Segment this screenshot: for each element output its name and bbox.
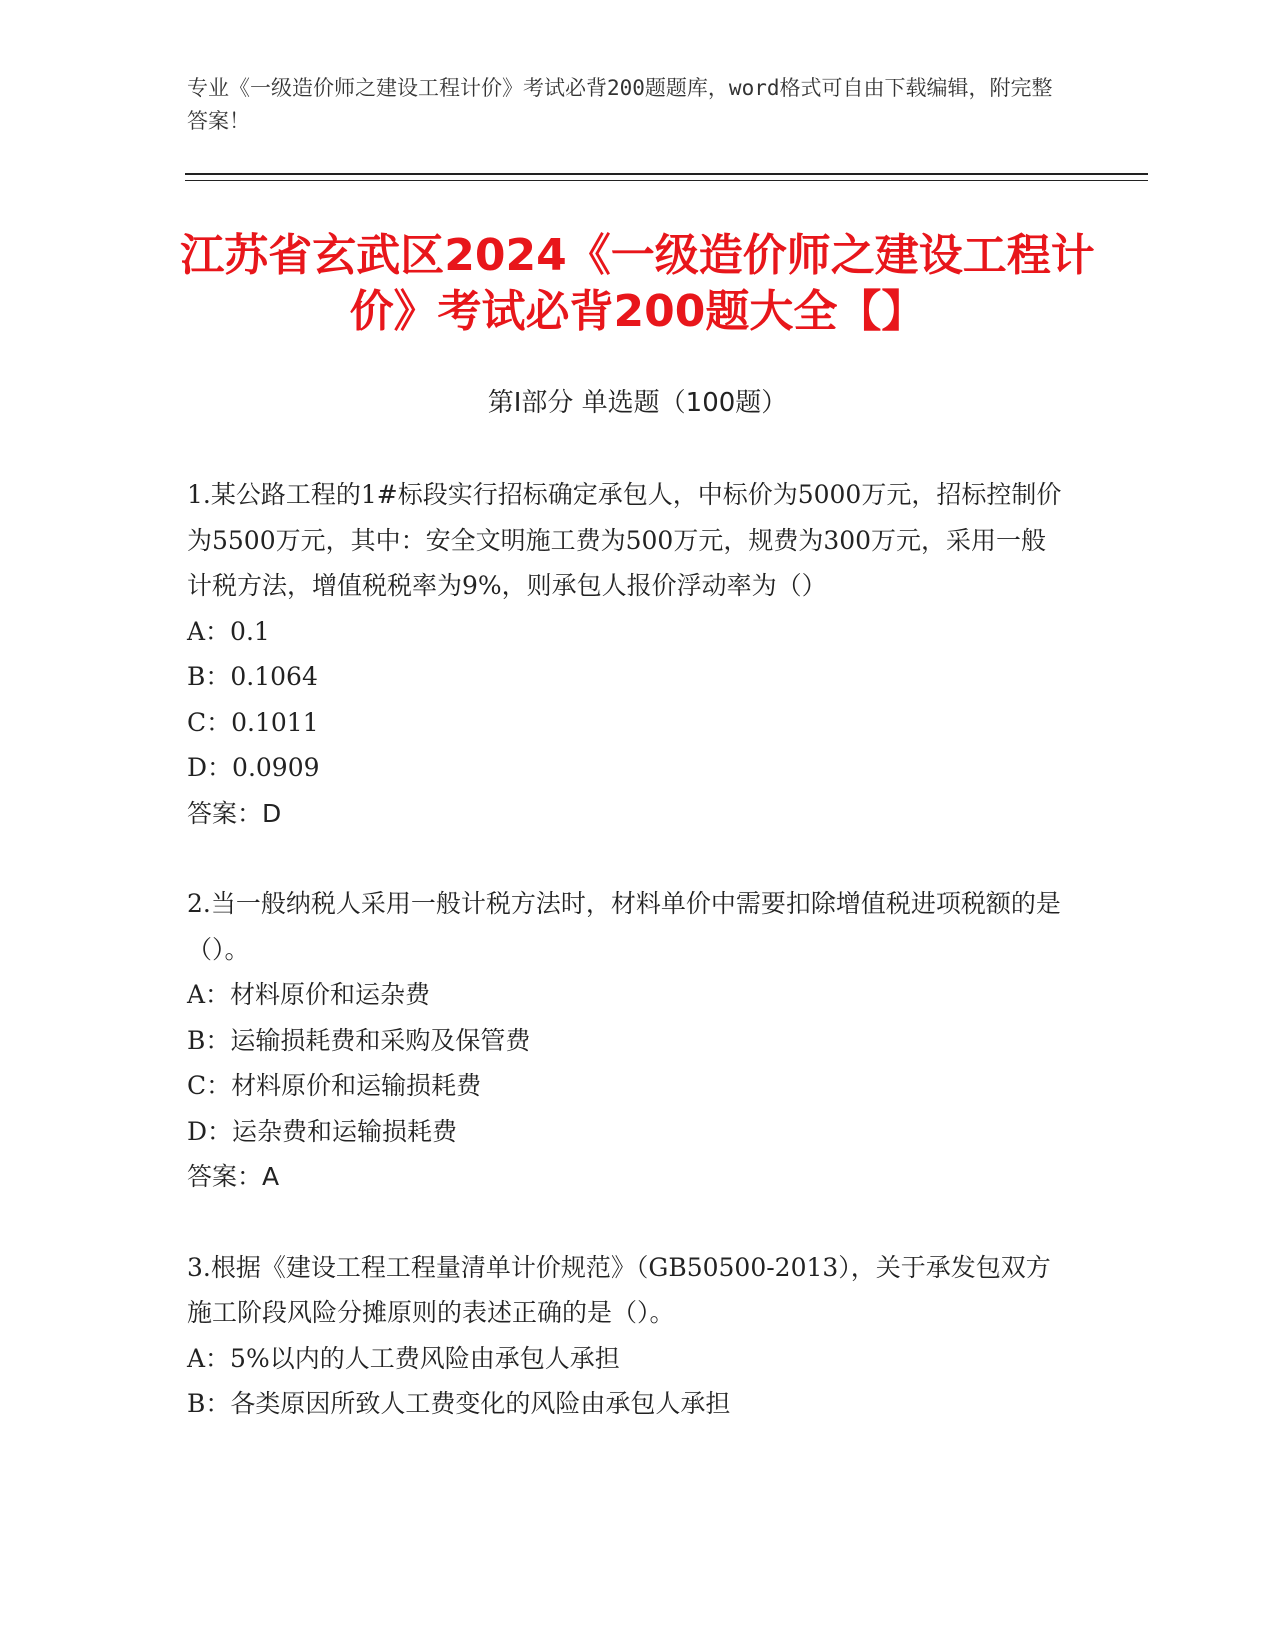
- question-2: [187, 881, 1067, 1200]
- question-3: [187, 1245, 1067, 1427]
- document-title: 江苏省玄武区2024《一级造价师之建设工程计价》考试必背200题大全【】: [180, 230, 1095, 337]
- answer-line: 答案：D: [187, 798, 282, 828]
- question-stem: 2.当一般纳税人采用一般计税方法时，材料单价中需要扣除增值税进项税额的是（）。: [187, 889, 1061, 964]
- option-a: A：0.1: [187, 616, 270, 646]
- option-a: A：5%以内的人工费风险由承包人承担: [187, 1343, 620, 1373]
- option-c: C：材料原价和运输损耗费: [187, 1071, 482, 1100]
- section-title: 第Ⅰ部分 单选题（100题）: [487, 388, 788, 418]
- option-b: B：各类原因所致人工费变化的风险由承包人承担: [187, 1389, 731, 1418]
- question-list: [187, 472, 1067, 1472]
- document-header-note: 专业《一级造价师之建设工程计价》考试必背200题题库，word格式可自由下载编辑，附完整答案！: [187, 76, 1053, 133]
- option-b: B：0.1064: [187, 662, 318, 691]
- option-d: D：0.0909: [187, 753, 320, 782]
- option-d: D：运杂费和运输损耗费: [187, 1116, 458, 1146]
- answer-line: 答案：A: [187, 1162, 280, 1191]
- option-b: B：运输损耗费和采购及保管费: [187, 1025, 531, 1055]
- option-c: C：0.1011: [187, 707, 319, 737]
- option-a: A：材料原价和运杂费: [187, 980, 431, 1009]
- question-1: [187, 472, 1067, 836]
- question-stem: 3.根据《建设工程工程量清单计价规范》（GB50500-2013），关于承发包双方施工阶段风险分摊原则的表述正确的是（）。: [187, 1252, 1051, 1327]
- question-stem: 1.某公路工程的1#标段实行招标确定承包人，中标价为5000万元，招标控制价为5500万元，其中：安全文明施工费为500万元，规费为300万元，采用一般计税方法，增值税税率为9%，则承包人报价浮动率为（）: [187, 480, 1062, 600]
- header-divider-thick: [185, 173, 1148, 175]
- header-divider-thin: [185, 180, 1148, 181]
